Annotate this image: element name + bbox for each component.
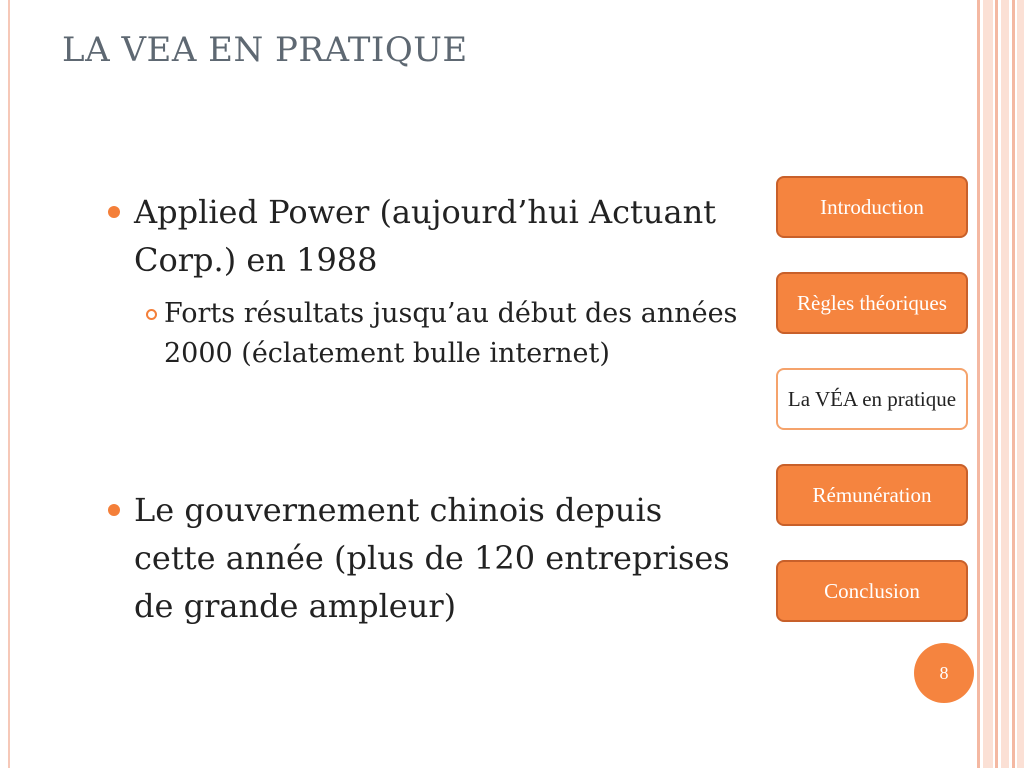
nav-button-vea-pratique[interactable]: La VÉA en pratique (776, 368, 968, 430)
nav-button-regles-theoriques[interactable]: Règles théoriques (776, 272, 968, 334)
decorative-stripe (977, 0, 980, 768)
sub-bullet-ring-icon (146, 309, 157, 320)
sub-bullet-text: Forts résultats jusqu’au début des années 2000 (éclatement bulle internet) (164, 298, 738, 369)
bullet-dot-icon (108, 206, 120, 218)
nav-button-introduction[interactable]: Introduction (776, 176, 968, 238)
decorative-stripe (1017, 0, 1024, 768)
bullet-text: Le gouvernement chinois depuis cette année (plus de 120 entreprises de grande ampleur) (134, 491, 730, 625)
slide-title: LA VEA EN PRATIQUE (62, 30, 468, 70)
decorative-stripe (983, 0, 993, 768)
decorative-stripe (1012, 0, 1015, 768)
left-border-rule (8, 0, 10, 768)
bullet-dot-icon (108, 504, 120, 516)
decorative-stripe (995, 0, 998, 768)
decorative-stripe (1001, 0, 1009, 768)
nav-button-conclusion[interactable]: Conclusion (776, 560, 968, 622)
nav-button-remuneration[interactable]: Rémunération (776, 464, 968, 526)
bullet-text: Applied Power (aujourd’hui Actuant Corp.) en 1988 (134, 193, 717, 279)
page-number-badge: 8 (914, 643, 974, 703)
